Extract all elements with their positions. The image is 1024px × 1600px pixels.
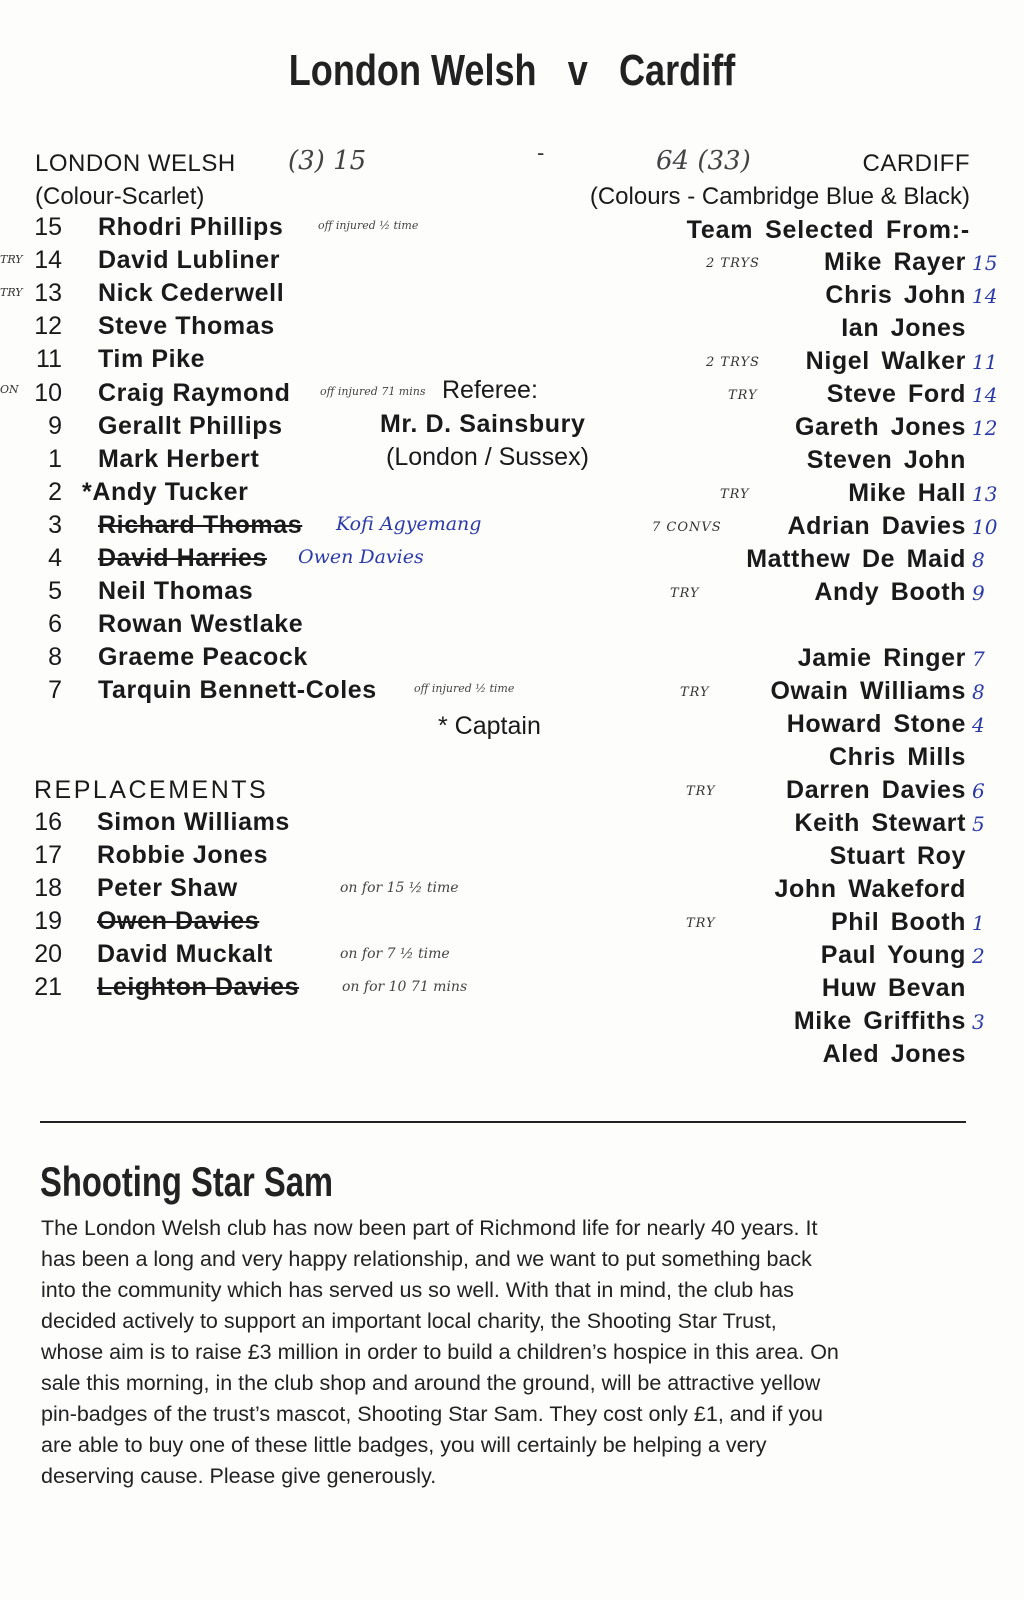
away-team-name: CARDIFF xyxy=(862,150,970,177)
handwritten-number: 12 xyxy=(972,416,998,440)
captain-note: * Captain xyxy=(438,712,541,740)
player-name: Mike Griffiths xyxy=(793,1007,966,1035)
squad-row xyxy=(0,1007,1024,1040)
handwritten-note: TRY xyxy=(728,388,758,403)
squad-row xyxy=(0,1040,1024,1073)
referee-region: (London / Sussex) xyxy=(386,443,589,471)
player-name: Owen Davies xyxy=(97,907,260,935)
player-name: Mike Hall xyxy=(848,479,966,507)
player-number: 1 xyxy=(48,444,62,473)
player-name: Nigel Walker xyxy=(805,347,966,375)
handwritten-number: 4 xyxy=(972,713,985,737)
player-name: Aled Jones xyxy=(822,1040,966,1068)
player-number: 17 xyxy=(34,841,62,869)
player-name: Phil Booth xyxy=(831,908,966,936)
handwritten-note: 2 TRYS xyxy=(706,256,760,271)
handwritten-note: off injured ½ time xyxy=(318,219,419,232)
player-name: Chris John xyxy=(825,281,966,309)
player-number: 8 xyxy=(48,643,62,672)
squad-row xyxy=(0,644,1024,677)
player-name: Steve Ford xyxy=(826,380,966,408)
article-title: Shooting Star Sam xyxy=(40,1158,334,1205)
squad-row xyxy=(0,941,1024,974)
squad-row xyxy=(0,545,1024,578)
handwritten-note: Kofi Agyemang xyxy=(336,512,482,535)
squad-row xyxy=(0,512,1024,545)
handwritten-note: Owen Davies xyxy=(298,546,424,568)
player-number: 2 xyxy=(48,477,62,506)
player-name: Adrian Davies xyxy=(787,512,966,540)
handwritten-number: 1 xyxy=(972,911,985,935)
handwritten-number: 14 xyxy=(972,284,998,308)
squad-row xyxy=(0,743,1024,776)
handwritten-number: 5 xyxy=(972,812,985,836)
player-name: David Lubliner xyxy=(98,246,281,275)
versus-label: v xyxy=(567,46,588,95)
squad-row xyxy=(0,248,1024,281)
player-number: 5 xyxy=(48,577,62,606)
player-name: Mark Herbert xyxy=(98,444,260,473)
player-number: 14 xyxy=(34,246,62,275)
handwritten-number: 11 xyxy=(972,350,998,374)
player-name: Gareth Jones xyxy=(795,413,966,441)
handwritten-note: TRY xyxy=(720,487,750,502)
player-name: Mike Rayer xyxy=(823,248,966,276)
article-line: deserving cause. Please give generously. xyxy=(41,1464,437,1488)
referee-name: Mr. D. Sainsbury xyxy=(380,410,586,438)
squad-row xyxy=(0,380,1024,413)
handwritten-note: on for 10 71 mins xyxy=(342,979,468,995)
player-name: Darren Davies xyxy=(786,776,966,804)
page-title xyxy=(92,46,932,96)
player-row xyxy=(0,610,640,643)
handwritten-note: TRY xyxy=(686,784,716,799)
squad-row xyxy=(0,842,1024,875)
player-name: Howard Stone xyxy=(786,710,966,738)
section-divider xyxy=(40,1121,966,1123)
handwritten-number: 6 xyxy=(972,779,985,803)
player-name: Keith Stewart xyxy=(794,809,966,837)
article-line: whose aim is to raise £3 million in order to build a children’s hospice in this area. On xyxy=(41,1340,839,1364)
handwritten-note: off injured 71 mins xyxy=(320,384,426,398)
player-name: Stuart Roy xyxy=(829,842,966,870)
player-name: Paul Young xyxy=(820,941,966,969)
squad-row xyxy=(0,908,1024,941)
squad-row xyxy=(0,875,1024,908)
home-colours: (Colour-Scarlet) xyxy=(35,183,205,210)
player-number: 11 xyxy=(36,345,62,374)
squad-row xyxy=(0,446,1024,479)
player-number: 3 xyxy=(48,510,62,539)
replacements-heading: REPLACEMENTS xyxy=(34,776,269,804)
away-team-title: Cardiff xyxy=(618,46,736,95)
player-number: 19 xyxy=(34,907,62,935)
handwritten-number: 8 xyxy=(972,548,985,572)
squad-row xyxy=(0,677,1024,710)
handwritten-number: 2 xyxy=(972,944,985,968)
player-name: *Andy Tucker xyxy=(82,477,249,506)
player-name: Rhodri Phillips xyxy=(98,213,284,241)
player-name: Rowan Westlake xyxy=(98,610,304,639)
player-name: Steve Thomas xyxy=(98,312,275,341)
player-name: Tim Pike xyxy=(98,345,206,374)
team-selected-heading: Team Selected From:- xyxy=(686,216,970,244)
player-name: Jamie Ringer xyxy=(797,644,966,672)
player-name: Gerallt Phillips xyxy=(98,411,283,440)
handwritten-number: 13 xyxy=(972,482,998,506)
player-name: Robbie Jones xyxy=(97,841,269,869)
player-name: Craig Raymond xyxy=(98,378,291,407)
player-name: Huw Bevan xyxy=(821,974,966,1002)
handwritten-note: TRY xyxy=(686,916,716,931)
article-line: into the community which has served us so well. With that in mind, the club has xyxy=(41,1278,794,1302)
player-name: Leighton Davies xyxy=(97,973,300,1001)
player-name: Ian Jones xyxy=(841,314,966,342)
away-score-note: 64 (33) xyxy=(656,146,751,176)
handwritten-number: 10 xyxy=(972,515,998,539)
handwritten-note: 2 TRYS xyxy=(706,355,760,370)
margin-note: TRY xyxy=(0,253,23,266)
player-number: 20 xyxy=(34,940,62,968)
article-line: are able to buy one of these little badges, you will certainly be helping a very xyxy=(41,1433,767,1457)
away-colours: (Colours - Cambridge Blue & Black) xyxy=(589,183,970,210)
player-number: 10 xyxy=(34,378,62,407)
squad-row xyxy=(0,776,1024,809)
player-name: Tarquin Bennett-Coles xyxy=(98,676,377,705)
player-number: 6 xyxy=(48,610,62,639)
player-name: David Harries xyxy=(98,544,267,572)
player-name: Matthew De Maid xyxy=(746,545,966,573)
handwritten-note: off injured ½ time xyxy=(414,682,515,696)
article-line: decided actively to support an important local charity, the Shooting Star Trust, xyxy=(41,1309,777,1333)
handwritten-number: 9 xyxy=(972,581,985,605)
squad-row xyxy=(0,578,1024,611)
player-number: 4 xyxy=(48,544,62,572)
handwritten-number: 3 xyxy=(972,1010,985,1034)
squad-row xyxy=(0,974,1024,1007)
margin-note: TRY xyxy=(0,286,23,299)
player-name: Chris Mills xyxy=(828,743,966,771)
handwritten-note: on for 7 ½ time xyxy=(340,946,450,962)
home-score-note: (3) 15 xyxy=(288,146,367,176)
player-name: Neil Thomas xyxy=(98,577,254,606)
handwritten-note: 7 CONVS xyxy=(652,520,722,535)
squad-row xyxy=(0,281,1024,314)
player-number: 7 xyxy=(48,676,62,705)
article-line: has been a long and very happy relationship, and we want to put something back xyxy=(41,1247,812,1271)
player-number: 18 xyxy=(34,874,62,902)
article-line: The London Welsh club has now been part of Richmond life for nearly 40 years. It xyxy=(41,1216,818,1240)
player-name: Simon Williams xyxy=(97,808,290,836)
article-line: sale this morning, in the club shop and around the ground, will be attractive yellow xyxy=(41,1371,821,1395)
player-number: 16 xyxy=(34,808,62,836)
squad-row xyxy=(0,479,1024,512)
score-dash: - xyxy=(537,140,545,165)
home-team-name: LONDON WELSH xyxy=(35,150,236,177)
player-row xyxy=(0,213,640,246)
squad-row xyxy=(0,314,1024,347)
margin-note: ON xyxy=(0,383,19,396)
player-number: 13 xyxy=(34,279,62,308)
player-number: 12 xyxy=(34,312,62,341)
handwritten-note: on for 15 ½ time xyxy=(340,880,459,896)
player-number: 15 xyxy=(34,213,62,241)
squad-row xyxy=(0,347,1024,380)
handwritten-note: TRY xyxy=(680,685,710,700)
handwritten-number: 7 xyxy=(972,647,985,671)
handwritten-note: TRY xyxy=(670,586,700,601)
player-name: Richard Thomas xyxy=(98,510,303,539)
player-name: Peter Shaw xyxy=(97,874,238,902)
handwritten-number: 8 xyxy=(972,680,985,704)
squad-row xyxy=(0,710,1024,743)
referee-label: Referee: xyxy=(442,376,538,404)
player-number: 21 xyxy=(34,973,62,1001)
player-name: Steven John xyxy=(806,446,966,474)
player-name: John Wakeford xyxy=(774,875,966,903)
player-name: Nick Cederwell xyxy=(98,279,285,308)
handwritten-number: 14 xyxy=(972,383,998,407)
handwritten-number: 15 xyxy=(972,251,998,275)
player-name: Graeme Peacock xyxy=(98,643,308,672)
article-body xyxy=(41,1213,981,1492)
player-name: Owain Williams xyxy=(770,677,966,705)
home-team-title: London Welsh xyxy=(288,46,537,95)
player-number: 9 xyxy=(48,411,62,440)
player-name: David Muckalt xyxy=(97,940,273,968)
squad-row xyxy=(0,413,1024,446)
player-name: Andy Booth xyxy=(814,578,966,606)
article-line: pin-badges of the trust’s mascot, Shooting Star Sam. They cost only £1, and if you xyxy=(41,1402,823,1426)
squad-row xyxy=(0,809,1024,842)
